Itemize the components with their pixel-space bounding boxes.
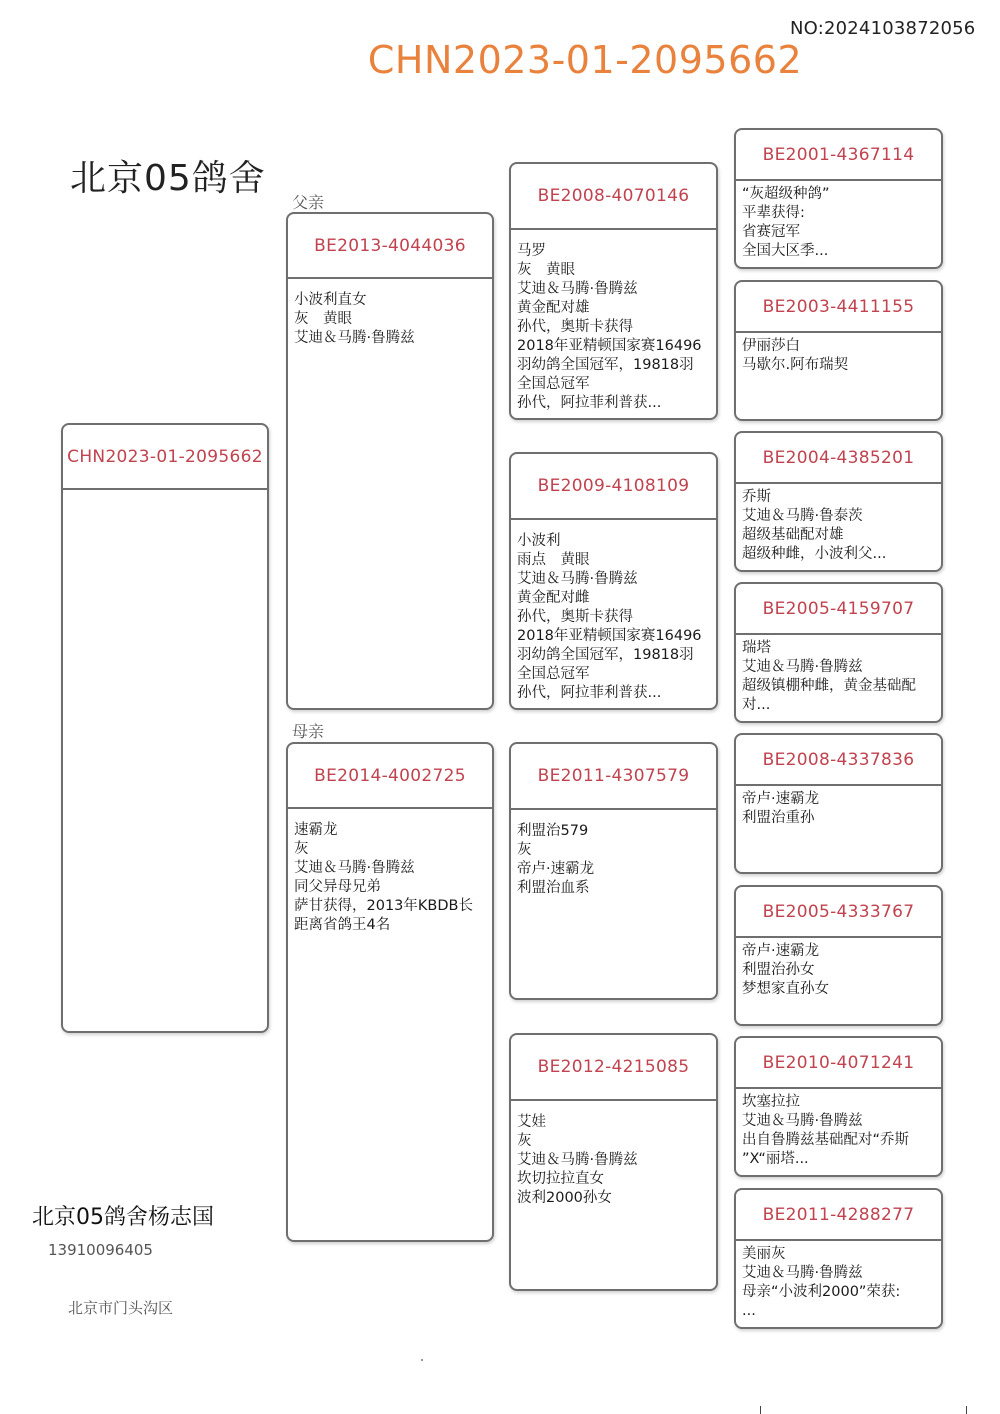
subject-notes (63, 490, 267, 498)
owner-address: 北京市门头沟区 (68, 1299, 174, 1317)
great-grandparent-notes: 帝卢·速霸龙 利盟治孙女 梦想家直孙女 (742, 943, 829, 997)
dam-ring: BE2014-4002725 (288, 744, 492, 809)
certificate-number: NO:2024103872056 (790, 18, 976, 39)
great-grandparent-ring: BE2011-4288277 (736, 1190, 941, 1241)
loft-title: 北京05鸽舍 (70, 158, 266, 199)
sire-notes: 小波利直女 灰 黄眼 艾迪＆马腾·鲁腾兹 (294, 292, 415, 346)
great-grandparent-card (734, 1036, 943, 1177)
grandparent-card (509, 452, 718, 710)
great-grandparent-card (734, 582, 943, 723)
grandparent-card (509, 1033, 718, 1291)
father-label: 父亲 (292, 193, 325, 212)
grandparent-card (509, 742, 718, 1000)
sire-ring: BE2013-4044036 (288, 214, 492, 279)
great-grandparent-notes: “灰超级种鸽” 平辈获得: 省赛冠军 全国大区季... (742, 186, 830, 259)
great-grandparent-ring: BE2008-4337836 (736, 735, 941, 786)
grandparent-notes: 马罗 灰 黄眼 艾迪＆马腾·鲁腾兹 黄金配对雄 孙代，奥斯卡获得 2018年亚精顿国家赛16496 羽幼鸽全国冠军，19818羽 全国总冠军 孙代，阿拉菲利普获... (517, 243, 702, 411)
grandparent-notes: 小波利 雨点 黄眼 艾迪＆马腾·鲁腾兹 黄金配对雌 孙代，奥斯卡获得 2018年亚精顿国家赛16496 羽幼鸽全国冠军，19818羽 全国总冠军 孙代，阿拉菲利普获... (517, 533, 702, 701)
dam-card (286, 742, 494, 1242)
scan-dot (421, 1359, 423, 1361)
subject-ring: CHN2023-01-2095662 (63, 425, 267, 490)
dam-notes: 速霸龙 灰 艾迪＆马腾·鲁腾兹 同父异母兄弟 萨甘获得，2013年KBDB长 距离省鸽王4名 (294, 822, 473, 933)
great-grandparent-ring: BE2005-4333767 (736, 887, 941, 938)
owner-phone: 13910096405 (48, 1241, 153, 1259)
great-grandparent-ring: BE2005-4159707 (736, 584, 941, 635)
great-grandparent-card (734, 885, 943, 1026)
grandparent-card (509, 162, 718, 420)
grandparent-ring: BE2008-4070146 (511, 164, 716, 230)
grandparent-ring: BE2012-4215085 (511, 1035, 716, 1101)
grandparent-notes: 艾娃 灰 艾迪＆马腾·鲁腾兹 坎切拉拉直女 波利2000孙女 (517, 1114, 638, 1206)
grandparent-ring: BE2011-4307579 (511, 744, 716, 810)
great-grandparent-ring: BE2010-4071241 (736, 1038, 941, 1089)
mother-label: 母亲 (292, 722, 325, 741)
great-grandparent-card (734, 280, 943, 421)
great-grandparent-notes: 帝卢·速霸龙 利盟治重孙 (742, 791, 820, 826)
great-grandparent-notes: 乔斯 艾迪＆马腾·鲁泰茨 超级基础配对雄 超级种雌，小波利父... (742, 489, 887, 562)
great-grandparent-ring: BE2004-4385201 (736, 433, 941, 484)
scan-tick (760, 1406, 761, 1414)
grandparent-notes: 利盟治579 灰 帝卢·速霸龙 利盟治血系 (517, 823, 595, 896)
scan-tick (966, 1406, 967, 1414)
great-grandparent-notes: 瑞塔 艾迪＆马腾·鲁腾兹 超级镇棚种雌，黄金基础配 对... (742, 640, 916, 713)
sire-card (286, 212, 494, 710)
main-ring-number: CHN2023-01-2095662 (367, 38, 803, 82)
great-grandparent-notes: 坎塞拉拉 艾迪＆马腾·鲁腾兹 出自鲁腾兹基础配对“乔斯 ”X“丽塔... (742, 1094, 910, 1167)
great-grandparent-card (734, 1188, 943, 1329)
great-grandparent-card (734, 733, 943, 874)
great-grandparent-card (734, 431, 943, 572)
great-grandparent-card (734, 128, 943, 269)
great-grandparent-notes: 美丽灰 艾迪＆马腾·鲁腾兹 母亲“小波利2000”荣获: ... (742, 1246, 901, 1319)
subject-card (61, 423, 269, 1033)
owner-name: 北京05鸽舍杨志国 (32, 1205, 214, 1230)
great-grandparent-notes: 伊丽莎白 马歇尔.阿布瑞契 (742, 338, 849, 373)
grandparent-ring: BE2009-4108109 (511, 454, 716, 520)
great-grandparent-ring: BE2003-4411155 (736, 282, 941, 333)
great-grandparent-ring: BE2001-4367114 (736, 130, 941, 181)
